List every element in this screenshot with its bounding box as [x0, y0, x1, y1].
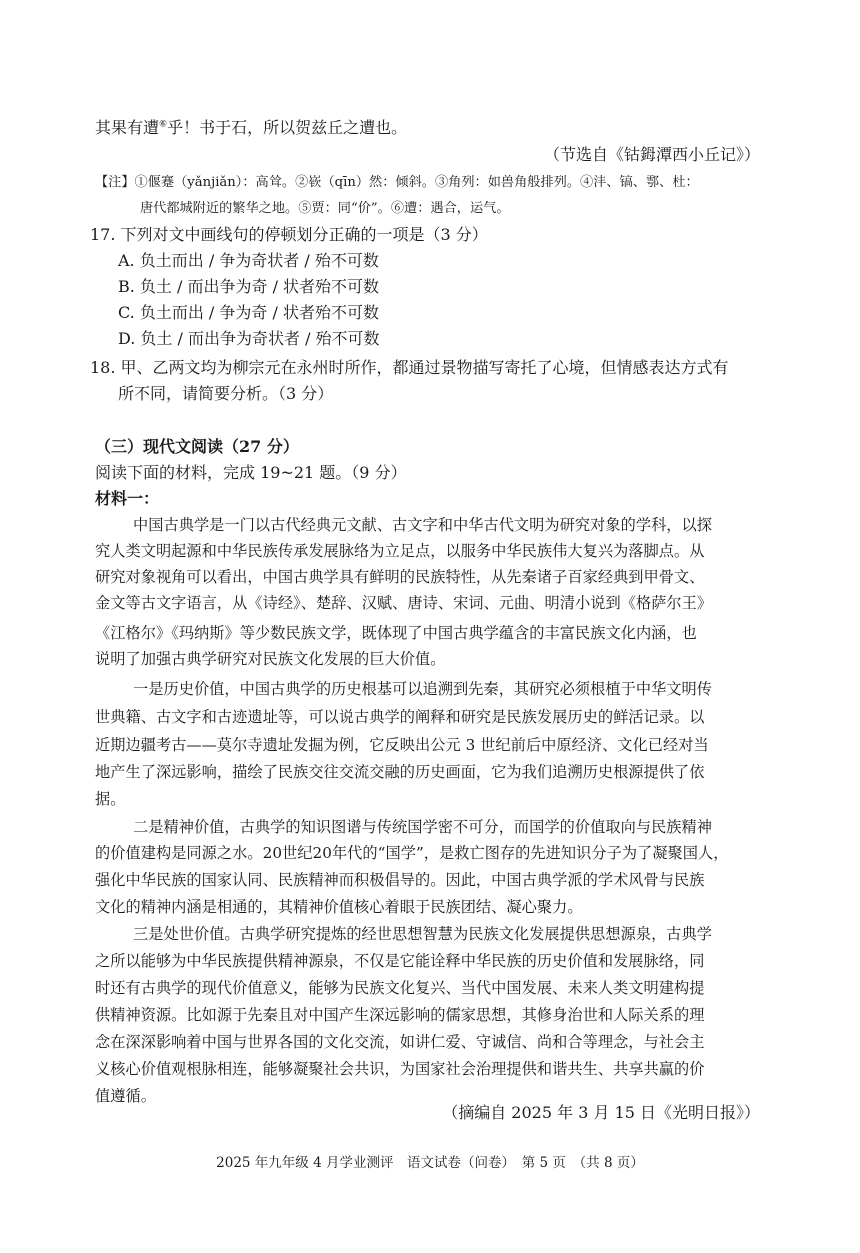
page-footer: 2025 年九年级 4 月学业测评 语文试卷（问卷） 第 5 页 （共 8 页） [216, 1155, 644, 1171]
passage-source: （节选自《钴鉧潭西小丘记》） [543, 145, 760, 164]
annotation-line: 唐代都城附近的繁华之地。⑤贾：同“价”。⑥遭：遇合，运气。 [140, 201, 510, 216]
article-line: 的价值建构是同源之水。20世纪20年代的“国学”，是救亡图存的先进知识分子为了凝聚国人， [95, 844, 729, 862]
passage-text: 乎！书于石，所以贺兹丘之遭也。 [167, 118, 408, 137]
article-line: 说明了加强古典学研究对民族文化发展的巨大价值。 [95, 650, 446, 668]
article-line: 强化中华民族的国家认同、民族精神而积极倡导的。因此，中国古典学派的学术风骨与民族 [95, 871, 705, 889]
article-line: 世典籍、古文字和古迹遗址等，可以说古典学的阐释和研究是民族发展历史的鲜活记录。以 [95, 708, 705, 726]
question-18-stem: 所不同，请简要分析。（3 分） [118, 384, 334, 403]
article-line: 金文等古文字语言，从《诗经》、楚辞、汉赋、唐诗、宋词、元曲、明清小说到《格萨尔王》 [95, 594, 713, 612]
article-line: 《江格尔》《玛纳斯》等少数民族文学，既体现了中国古典学蕴含的丰富民族文化内涵，也 [95, 624, 697, 642]
footnote-marker: ⑥ [159, 119, 168, 130]
article-line: 文化的精神内涵是相通的，其精神价值核心着眼于民族团结、凝心聚力。 [95, 898, 583, 916]
article-line: 值遵循。 [95, 1087, 156, 1105]
article-line: 中国古典学是一门以古代经典元文献、古文字和中华古代文明为研究对象的学科，以探 [133, 516, 713, 534]
passage-text: 其果有遭 [95, 118, 160, 137]
article-line: 据。 [95, 790, 126, 808]
article-line: 地产生了深远影响，描绘了民族交往交流交融的历史画面，它为我们追溯历史根源提供了依 [95, 763, 705, 781]
article-line: 究人类文明起源和中华民族传承发展脉络为立足点，以服务中华民族伟大复兴为落脚点。从 [95, 542, 705, 560]
question-17-option: D. 负土 / 而出争为奇状者 / 殆不可数 [118, 329, 380, 348]
article-line: 时还有古典学的现代价值意义，能够为民族文化复兴、当代中国发展、未来人类文明建构提 [95, 979, 705, 997]
article-line: 三是处世价值。古典学研究提炼的经世思想智慧为民族文化发展提供思想源泉，古典学 [133, 925, 713, 943]
question-17-option: C. 负土而出 / 争为奇 / 状者殆不可数 [118, 303, 379, 322]
article-line: 一是历史价值，中国古典学的历史根基可以追溯到先秦，其研究必须根植于中华文明传 [133, 680, 713, 698]
article-line: 之所以能够为中华民族提供精神源泉，不仅是它能诠释中华民族的历史价值和发展脉络，同 [95, 952, 705, 970]
passage-last-line [95, 116, 407, 140]
question-17-stem: 17. 下列对文中画线句的停顿划分正确的一项是（3 分） [90, 225, 488, 244]
article-line: 供精神资源。比如源于先秦且对中国产生深远影响的儒家思想，其修身治世和人际关系的理 [95, 1006, 705, 1024]
article-line: 义核心价值观根脉相连，能够凝聚社会共识，为国家社会治理提供和谐共生、共享共赢的价 [95, 1060, 705, 1078]
annotation-line: 【注】①偃蹇（yǎnjiǎn）：高耸。②嵚（qīn）然：倾斜。③角列：如兽角般排列。④沣、镐、鄠、杜： [95, 175, 699, 190]
article-citation: （摘编自 2025 年 3 月 15 日《光明日报》） [442, 1103, 760, 1122]
section-instruction: 阅读下面的材料，完成 19~21 题。（9 分） [95, 463, 407, 482]
article-line: 研究对象视角可以看出，中国古典学具有鲜明的民族特性，从先秦诸子百家经典到甲骨文、 [95, 568, 705, 586]
question-18-stem: 18. 甲、乙两文均为柳宗元在永州时所作，都通过景物描写寄托了心境，但情感表达方式有 [90, 358, 729, 377]
question-17-option: B. 负土 / 而出争为奇 / 状者殆不可数 [118, 277, 380, 296]
article-line: 二是精神价值，古典学的知识图谱与传统国学密不可分，而国学的价值取向与民族精神 [133, 818, 713, 836]
section-heading: （三）现代文阅读（27 分） [95, 437, 299, 456]
question-17-option: A. 负土而出 / 争为奇状者 / 殆不可数 [118, 251, 379, 270]
material-label: 材料一： [95, 489, 160, 508]
article-line: 近期边疆考古——莫尔寺遗址发掘为例，它反映出公元 3 世纪前后中原经济、文化已经对当 [95, 736, 709, 754]
article-line: 念在深深影响着中国与世界各国的文化交流，如讲仁爱、守诚信、尚和合等理念，与社会主 [95, 1033, 705, 1051]
